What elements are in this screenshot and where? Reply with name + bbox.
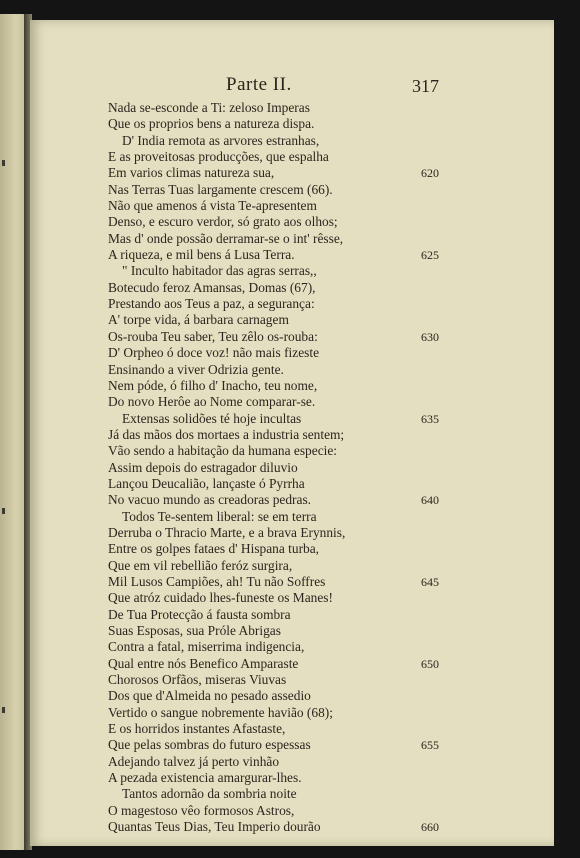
verse-line-text: Suas Esposas, sua Próle Abrigas (108, 623, 281, 638)
verse-line (108, 705, 528, 721)
line-number: 655 (421, 738, 439, 753)
verse-line (108, 296, 528, 312)
verse-line (108, 492, 528, 508)
verse-block (108, 100, 528, 835)
verse-line (108, 688, 528, 704)
verse-line-text: E as proveitosas producções, que espalha (108, 149, 329, 165)
verse-line (108, 460, 528, 476)
verse-line (108, 509, 528, 525)
verse-line-text: Dos que d'Almeida no pesado assedio (108, 688, 311, 704)
verse-line-text: De Tua Protecção á fausta sombra (108, 606, 291, 622)
verse-line-text: Os-rouba Teu saber, Teu zêlo os-rouba: (108, 328, 318, 344)
verse-line-text: Ensinando a viver Odrizia gente. (108, 361, 284, 377)
verse-line-text: A riqueza, e mil bens á Lusa Terra. (108, 247, 295, 263)
line-number: 635 (421, 411, 439, 426)
page-number: 317 (412, 76, 439, 96)
line-number: 660 (421, 820, 439, 835)
verse-line (108, 574, 528, 590)
verse-line-text: Do novo Herôe ao Nome comparar-se. (108, 394, 316, 410)
verse-line (108, 590, 528, 606)
verse-line-text: Nem póde, ó filho d' Inacho, teu nome, (108, 377, 318, 393)
verse-line-text: Chorosos Orfãos, miseras Viuvas (108, 672, 287, 688)
verse-line-text: Assim depois do estragador diluvio (108, 459, 298, 475)
binding-mark (2, 508, 5, 514)
line-number: 620 (421, 166, 439, 181)
verse-line-text: A' torpe vida, á barbara carnagem (108, 312, 289, 328)
verse-line-text: Denso, e escuro verdor, só grato aos olhos; (108, 214, 338, 230)
verse-line-text: Adejando talvez já perto vinhão (108, 753, 280, 769)
verse-line (108, 329, 528, 345)
verse-line-text: Todos Te-sentem liberal: se em terra (122, 508, 317, 524)
verse-line-text: Não que amenos á vista Te-apresentem (108, 198, 317, 214)
page-header (30, 20, 554, 96)
verse-line (108, 231, 528, 247)
verse-line (108, 263, 528, 279)
verse-line-text: Lançou Deucalião, lançaste ó Pyrrha (108, 475, 305, 491)
verse-line-text: E os horridos instantes Afastaste, (108, 721, 286, 737)
verse-line-text: Tantos adornão da sombria noite (122, 786, 297, 802)
verse-line (108, 443, 528, 459)
verse-line (108, 476, 528, 492)
verse-line-text: Vão sendo a habitação da humana especie: (108, 443, 338, 459)
verse-line (108, 116, 528, 132)
verse-line (108, 198, 528, 214)
verse-line (108, 214, 528, 230)
verse-line-text: Quantas Teus Dias, Teu Imperio dourão (108, 819, 321, 835)
verse-line (108, 754, 528, 770)
verse-line (108, 672, 528, 688)
verse-line-text: Qual entre nós Benefico Amparaste (108, 655, 299, 671)
verse-line-text: Entre os golpes fataes d' Hispana turba, (108, 541, 320, 557)
verse-line-text: Derruba o Thracio Marte, e a brava Erynnis, (108, 524, 346, 540)
verse-line (108, 770, 528, 786)
verse-line (108, 394, 528, 410)
verse-line-text: Que atróz cuidado lhes-funeste os Manes! (108, 590, 333, 606)
verse-line (108, 165, 528, 181)
verse-line (108, 607, 528, 623)
verse-line-text: D' India remota as arvores estranhas, (122, 132, 320, 148)
verse-line (108, 149, 528, 165)
verse-line-text: " Inculto habitador das agras serras,, (122, 263, 317, 279)
verse-line-text: Que pelas sombras do futuro espessas (108, 737, 311, 753)
verse-line-text: A pezada existencia amargurar-lhes. (108, 770, 302, 786)
verse-line-text: Prestando aos Teus a paz, a segurança: (108, 296, 315, 312)
verse-line (108, 312, 528, 328)
verse-line (108, 427, 528, 443)
verse-line (108, 362, 528, 378)
verse-line (108, 819, 528, 835)
verse-line-text: O magestoso vêo formosos Astros, (108, 802, 295, 818)
verse-line (108, 558, 528, 574)
binding-mark (2, 160, 5, 166)
verse-line (108, 803, 528, 819)
verse-line-text: Em varios climas natureza sua, (108, 165, 275, 181)
verse-line-text: Que em vil rebellião feróz surgira, (108, 557, 293, 573)
verse-line-text: Botecudo feroz Amansas, Domas (67), (108, 279, 316, 295)
book-page (30, 20, 554, 846)
verse-line-text: Extensas solidões té hoje incultas (122, 410, 302, 426)
verse-line (108, 133, 528, 149)
verse-line-text: Nas Terras Tuas largamente crescem (66). (108, 181, 333, 197)
binding-mark (2, 707, 5, 713)
verse-line-text: Nada se-esconde a Ti: zeloso Imperas (108, 100, 310, 115)
verse-line-text: D' Orpheo ó doce voz! não mais fizeste (108, 345, 320, 361)
verse-line (108, 378, 528, 394)
verse-line-text: No vacuo mundo as creadoras pedras. (108, 492, 312, 508)
verse-line (108, 721, 528, 737)
verse-line-text: Que os proprios bens a natureza dispa. (108, 116, 315, 132)
verse-line (108, 100, 528, 116)
line-number: 640 (421, 493, 439, 508)
verse-line (108, 623, 528, 639)
verse-line (108, 280, 528, 296)
line-number: 650 (421, 656, 439, 671)
verse-line-text: Vertido o sangue nobremente havião (68); (108, 704, 333, 720)
verse-line (108, 182, 528, 198)
line-number: 625 (421, 248, 439, 263)
verse-line (108, 786, 528, 802)
verse-line (108, 411, 528, 427)
verse-line (108, 525, 528, 541)
verse-line (108, 345, 528, 361)
verse-line (108, 639, 528, 655)
running-title: Parte II. (226, 74, 292, 95)
verse-line-text: Mil Lusos Campiões, ah! Tu não Soffres (108, 573, 326, 589)
facing-page-edge (0, 14, 26, 850)
line-number: 630 (421, 329, 439, 344)
verse-line (108, 656, 528, 672)
line-number: 645 (421, 574, 439, 589)
verse-line (108, 737, 528, 753)
verse-line-text: Já das mãos dos mortaes a industria sentem; (108, 426, 345, 442)
verse-line-text: Contra a fatal, miserrima indigencia, (108, 639, 305, 655)
verse-line (108, 541, 528, 557)
verse-line (108, 247, 528, 263)
verse-line-text: Mas d' onde possão derramar-se o int' rêsse, (108, 230, 344, 246)
